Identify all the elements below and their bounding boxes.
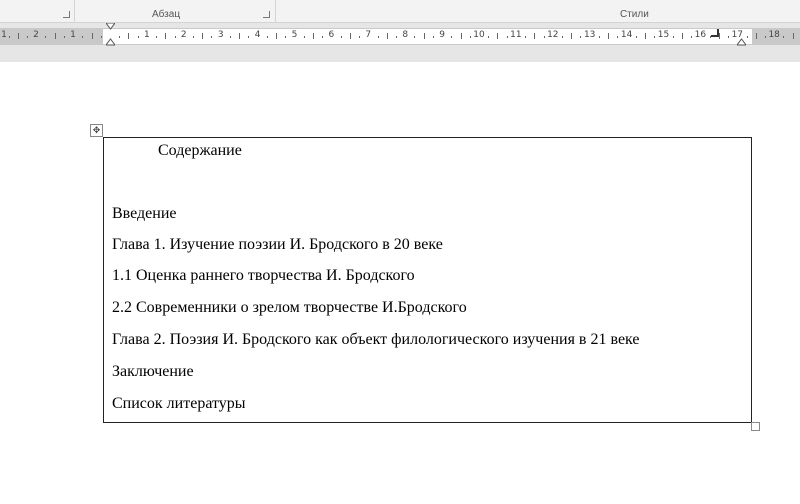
toc-item[interactable]: 2.2 Современники о зрелом творчестве И.Бродского — [112, 299, 467, 316]
ruler-half-tick — [534, 33, 535, 39]
ruler-minor-tick — [248, 36, 249, 38]
ruler-tick-label: 1 — [1, 30, 7, 40]
toc-item[interactable]: Список литературы — [112, 395, 246, 412]
right-indent-marker[interactable] — [737, 23, 746, 47]
ruler-minor-tick — [267, 36, 268, 38]
toc-item[interactable]: 1.1 Оценка раннего творчества И. Бродского — [112, 267, 415, 284]
ruler-minor-tick — [617, 36, 618, 38]
ruler-half-tick — [793, 33, 794, 39]
ruler-half-tick — [202, 33, 203, 39]
ruler-minor-tick — [414, 36, 415, 38]
ruler-half-tick — [313, 33, 314, 39]
ruler-tick-label: 8 — [402, 30, 409, 40]
ruler-tick-label: 1 — [144, 30, 150, 40]
font-dialog-launcher-icon[interactable] — [63, 11, 70, 18]
ruler-tick-label: 17 — [731, 30, 744, 40]
document-area[interactable] — [0, 48, 800, 504]
ruler-minor-tick — [673, 36, 674, 38]
ribbon-group-styles-label: Стили — [620, 9, 649, 20]
ruler-tick-label: 18 — [768, 30, 780, 40]
ruler-minor-tick — [45, 36, 46, 38]
ruler-left-margin — [0, 29, 103, 44]
ruler-minor-tick — [211, 36, 212, 38]
ruler-half-tick — [165, 33, 166, 39]
ruler-minor-tick — [470, 36, 471, 38]
ruler-minor-tick — [138, 36, 139, 38]
ribbon-group-labels — [0, 0, 800, 23]
ruler-minor-tick — [9, 36, 10, 38]
ruler-half-tick — [461, 33, 462, 39]
ruler-tick-label: 12 — [547, 30, 559, 40]
ruler-tick-label: 14 — [620, 30, 633, 40]
ruler-minor-tick — [451, 36, 452, 38]
ruler-minor-tick — [580, 36, 581, 38]
ruler-minor-tick — [765, 36, 766, 38]
ruler-minor-tick — [433, 36, 434, 38]
ruler-half-tick — [682, 33, 683, 39]
ruler-minor-tick — [27, 36, 28, 38]
toc-item[interactable]: Введение — [112, 205, 177, 222]
ruler-minor-tick — [747, 36, 748, 38]
ruler-minor-tick — [728, 36, 729, 38]
ruler-minor-tick — [636, 36, 637, 38]
ruler-minor-tick — [783, 36, 784, 38]
horizontal-ruler[interactable] — [0, 23, 800, 47]
left-indent-marker[interactable] — [106, 23, 115, 47]
ruler-minor-tick — [64, 36, 65, 38]
ruler-half-tick — [55, 33, 56, 39]
paragraph-dialog-launcher-icon[interactable] — [263, 11, 270, 18]
ruler-half-tick — [92, 33, 93, 39]
toc-title[interactable]: Содержание — [158, 142, 242, 159]
ruler-half-tick — [645, 33, 646, 39]
ruler-minor-tick — [193, 36, 194, 38]
ruler-minor-tick — [175, 36, 176, 38]
ruler-minor-tick — [544, 36, 545, 38]
table-move-handle-icon[interactable]: ✥ — [90, 124, 103, 137]
ruler-tick-label: 15 — [657, 30, 670, 40]
ruler-tick-label: 10 — [473, 30, 485, 40]
ruler-half-tick — [424, 33, 425, 39]
ribbon-separator — [74, 0, 75, 22]
ruler-half-tick — [608, 33, 609, 39]
ruler-minor-tick — [119, 36, 120, 38]
ruler-minor-tick — [341, 36, 342, 38]
ruler-minor-tick — [562, 36, 563, 38]
ruler-half-tick — [571, 33, 572, 39]
ribbon-separator — [275, 0, 276, 22]
ruler-minor-tick — [359, 36, 360, 38]
ruler-minor-tick — [378, 36, 379, 38]
ruler-tick-label: 11 — [510, 30, 522, 40]
ruler-half-tick — [276, 33, 277, 39]
ruler-half-tick — [387, 33, 388, 39]
ruler-minor-tick — [599, 36, 600, 38]
ruler-minor-tick — [507, 36, 508, 38]
ruler-minor-tick — [691, 36, 692, 38]
ruler-tick-label: 3 — [217, 30, 224, 40]
ruler-minor-tick — [525, 36, 526, 38]
ruler-minor-tick — [322, 36, 323, 38]
ruler-tick-label: 16 — [694, 30, 707, 40]
ruler-half-tick — [128, 33, 129, 39]
right-tab-stop-icon[interactable] — [711, 29, 719, 37]
document-page[interactable] — [0, 62, 800, 504]
ruler-tick-label: 6 — [328, 30, 335, 40]
ruler-tick-label: 4 — [254, 30, 261, 40]
ruler-minor-tick — [156, 36, 157, 38]
ruler-tick-label: 2 — [33, 30, 39, 40]
ruler-half-tick — [18, 33, 19, 39]
ruler-half-tick — [756, 33, 757, 39]
ruler-tick-label: 2 — [180, 30, 187, 40]
ruler-minor-tick — [82, 36, 83, 38]
ruler-minor-tick — [230, 36, 231, 38]
toc-item[interactable]: Заключение — [112, 363, 194, 380]
ruler-tick-label: 1 — [70, 30, 76, 40]
ruler-minor-tick — [396, 36, 397, 38]
table-resize-handle-icon[interactable] — [751, 422, 760, 431]
ruler-minor-tick — [101, 36, 102, 38]
toc-table[interactable] — [103, 137, 752, 423]
toc-item[interactable]: Глава 2. Поэзия И. Бродского как объект филологического изучения в 21 веке — [112, 331, 640, 348]
ruler-half-tick — [239, 33, 240, 39]
ruler-tick-label: 9 — [439, 30, 445, 40]
ruler-tick-label: 7 — [365, 30, 372, 40]
toc-item[interactable]: Глава 1. Изучение поэзии И. Бродского в 20 веке — [112, 236, 443, 253]
ribbon-group-paragraph-label: Абзац — [152, 9, 181, 20]
ruler-tick-label: 5 — [291, 30, 298, 40]
ruler-minor-tick — [654, 36, 655, 38]
ruler-half-tick — [497, 33, 498, 39]
ruler-bar[interactable] — [0, 28, 800, 45]
ruler-half-tick — [350, 33, 351, 39]
ruler-minor-tick — [285, 36, 286, 38]
ruler-tick-label: 13 — [583, 30, 596, 40]
ruler-minor-tick — [304, 36, 305, 38]
ruler-minor-tick — [488, 36, 489, 38]
